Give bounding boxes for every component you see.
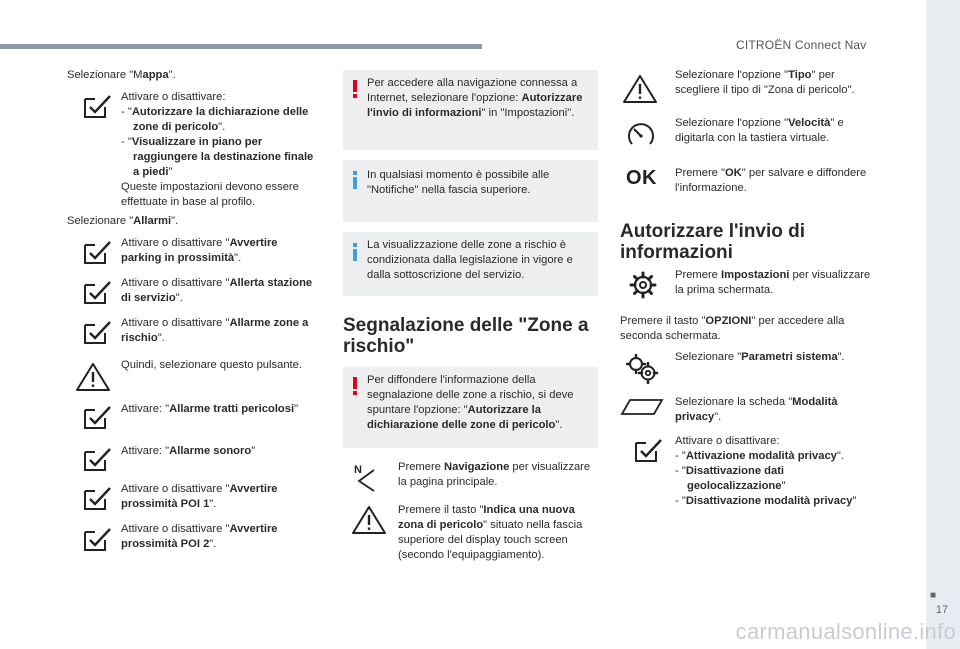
row-poi-2: Attivare o disattivare "Avvertire prossimità POI 2". (121, 523, 278, 550)
svg-text:N: N (354, 464, 362, 476)
note-legislation-text: La visualizzazione delle zone a rischio è condizionata dalla legislazione in vigore e dalla sottoscrizione del servizio. (367, 239, 573, 281)
side-strip (926, 0, 960, 649)
ok-icon: OK (626, 167, 657, 189)
navigation-icon (353, 462, 379, 492)
header-bar (0, 44, 482, 49)
privacy-tab-text: Selezionare la scheda "Modalità privacy". (675, 396, 838, 423)
system-settings-icon (624, 352, 660, 384)
select-alarms-text: Selezionare "Allarmi". (67, 215, 179, 227)
note-internet-text: Per accedere alla navigazione connessa a Internet, selezionare l'opzione: Autorizzare l'invio di informazioni" in "Impostazioni". (367, 77, 583, 119)
checkbox-icon (82, 318, 114, 346)
checkbox-icon (82, 92, 114, 120)
row-sound-alarm: Attivare: "Allarme sonoro" (121, 445, 256, 457)
navigation-text: Premere Navigazione per visualizzare la pagina principale. (398, 461, 591, 488)
heading-risk-zones: Segnalazione delle "Zone a rischio" (343, 315, 589, 357)
header-title: CITROËN Connect Nav (736, 38, 867, 52)
note-spread-text: Per diffondere l'informazione della segnalazione delle zone a rischio, si deve spuntare l'opzione: "Autorizzare la dichiarazione delle zone di pericolo". (367, 374, 574, 431)
type-text: Selezionare l'opzione "Tipo" per scegliere il tipo di "Zona di pericolo". (675, 69, 855, 96)
activate-block-1: Attivare o disattivare: - "Autorizzare la dichiarazione delle zone di pericolo". - "Visualizzare in piano per raggiungere la destinazione finale a piedi" Queste impostazioni devono essere effettuate in base al profilo. (121, 91, 314, 208)
checkbox-icon (82, 445, 114, 473)
heading-send-information: Autorizzare l'invio di informazioni (620, 221, 806, 263)
exclamation-icon (352, 377, 358, 395)
system-params-text: Selezionare "Parametri sistema". (675, 351, 845, 363)
page-marker: ■ (930, 590, 937, 601)
select-map-text: Selezionare "Mappa". (67, 69, 176, 81)
row-risk-zones: Attivare o disattivare "Allarme zone a rischio". (121, 317, 309, 344)
checkbox-icon (82, 484, 114, 512)
warning-icon (351, 505, 387, 535)
info-icon (352, 171, 358, 189)
report-zone-text: Premere il tasto "Indica una nuova zona di pericolo" situato nella fascia superiore del display touch screen (secondo l'equipaggiamento). (398, 504, 583, 561)
note-box-warning (343, 70, 598, 150)
settings-text: Premere Impostazioni per visualizzare la prima schermata. (675, 269, 871, 296)
speedometer-icon (625, 118, 657, 150)
note-notifications-text: In qualsiasi momento è possibile alle "Notifiche" nella fascia superiore. (367, 169, 550, 196)
note-box-info (343, 232, 598, 296)
checkbox-icon (82, 525, 114, 553)
options-text: Premere il tasto "OPZIONI" per accedere alla seconda schermata. (620, 315, 845, 342)
row-poi-1: Attivare o disattivare "Avvertire prossimità POI 1". (121, 483, 278, 510)
row-parking: Attivare o disattivare "Avvertire parking in prossimità". (121, 237, 278, 264)
checkbox-icon (82, 403, 114, 431)
note-box-info (343, 160, 598, 222)
checkbox-icon (82, 238, 114, 266)
watermark: carmanualsonline.info (735, 619, 956, 644)
row-dangerous-sections: Attivare: "Allarme tratti pericolosi" (121, 403, 299, 415)
exclamation-icon (352, 80, 358, 98)
row-service-station: Attivare o disattivare "Allerta stazione di servizio". (121, 277, 313, 304)
page-number: 17 (935, 604, 949, 616)
privacy-activate-block: Attivare o disattivare: - "Attivazione modalità privacy". - "Disattivazione dati geolocalizzazione" - "Disattivazione modalità privacy" (675, 435, 857, 507)
checkbox-icon (633, 436, 665, 464)
tab-icon (620, 398, 664, 416)
row-select-button: Quindi, selezionare questo pulsante. (121, 359, 302, 371)
warning-icon (75, 362, 111, 392)
info-icon (352, 243, 358, 261)
warning-icon (622, 74, 658, 104)
note-box-warning (343, 367, 598, 448)
settings-gear-icon (628, 270, 658, 300)
speed-text: Selezionare l'opzione "Velocità" e digitarla con la tastiera virtuale. (675, 117, 844, 144)
ok-text: Premere "OK" per salvare e diffondere l'informazione. (675, 167, 867, 194)
checkbox-icon (82, 278, 114, 306)
